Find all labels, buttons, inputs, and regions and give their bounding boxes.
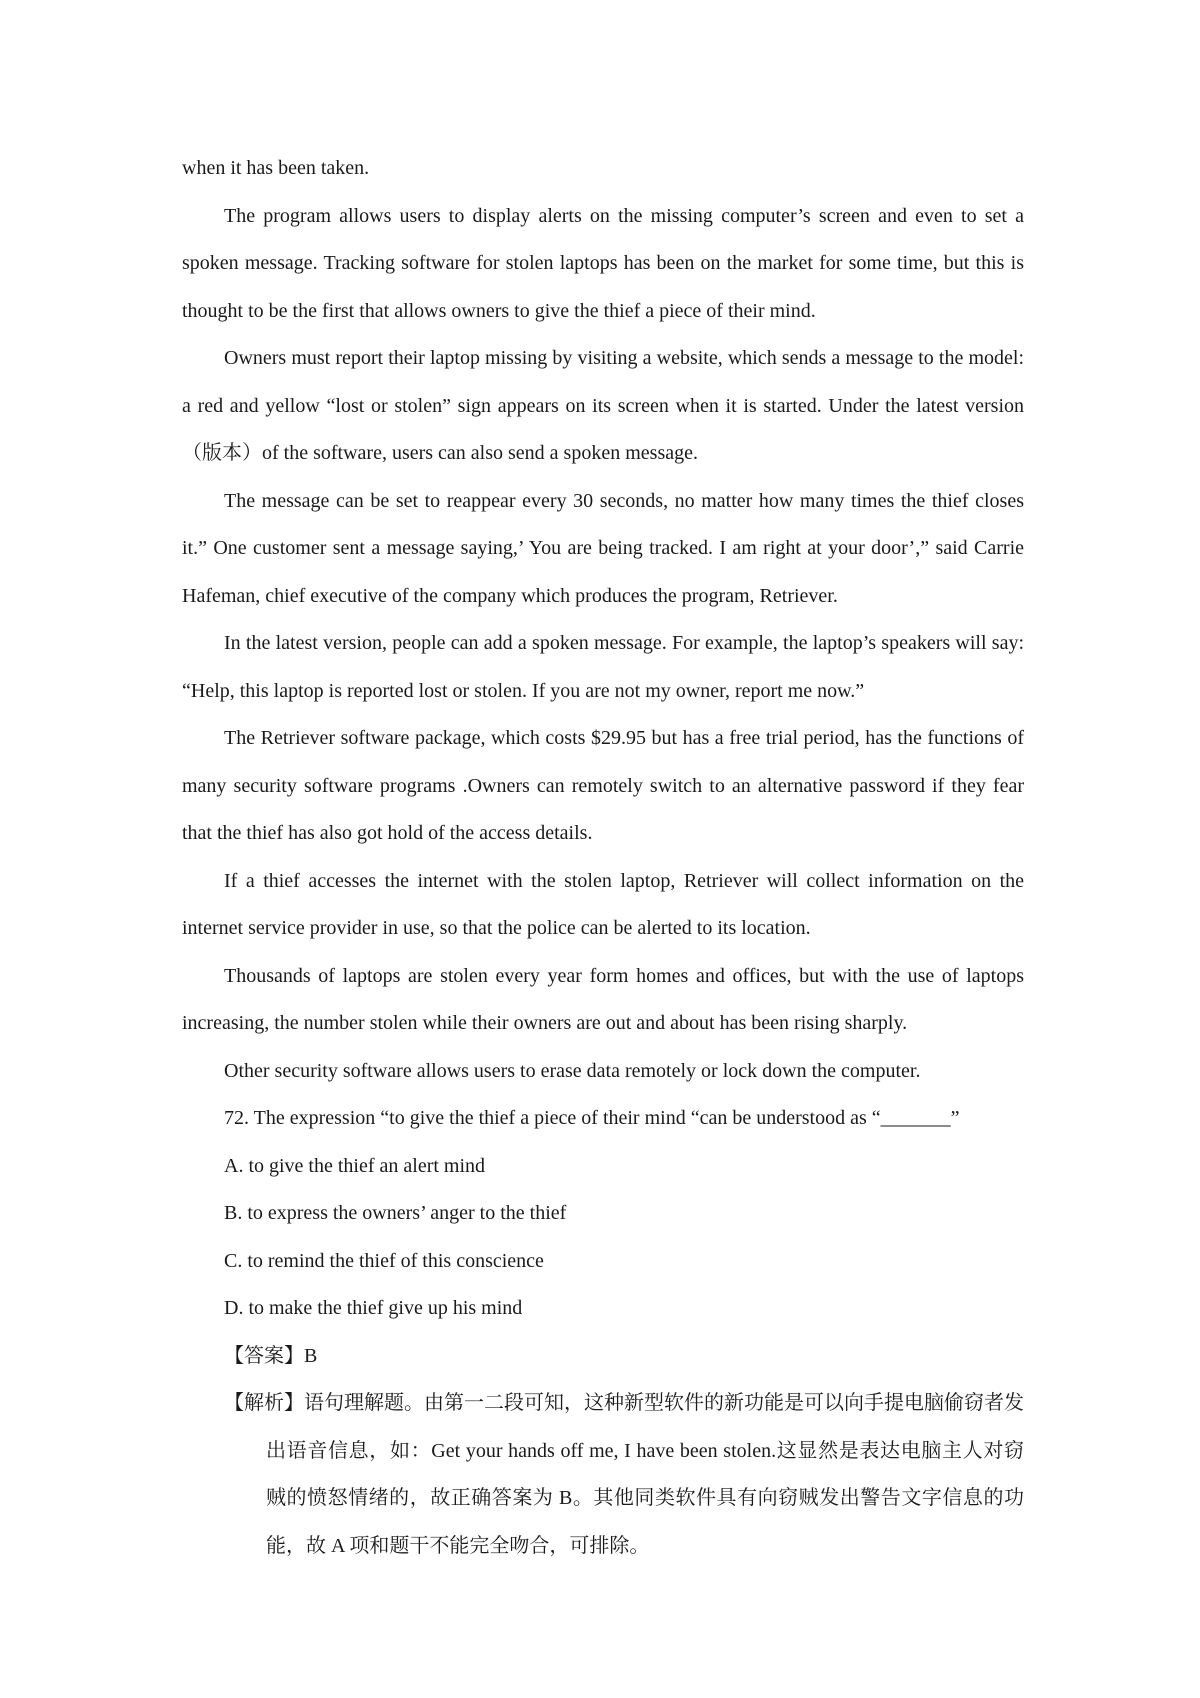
passage-paragraph-6: If a thief accesses the internet with the stolen laptop, Retriever will collect information on the internet service provider in use, so that the police can be alerted to its location. (182, 869, 1024, 939)
passage-paragraph-2: Owners must report their laptop missing by visiting a website, which sends a message to the model: a red and yellow “lost or stolen” sign appears on its screen when it is started. Under the latest version（版本）of the software, users can also send a spoken message. (182, 347, 1024, 464)
passage-paragraph-7: Thousands of laptops are stolen every year form homes and offices, but with the use of laptops increasing, the number stolen while their owners are out and about has been rising sharply. (182, 964, 1024, 1034)
option-d: D. to make the thief give up his mind (224, 1297, 523, 1319)
option-a: A. to give the thief an alert mind (224, 1154, 486, 1177)
analysis-text: 【解析】语句理解题。由第一二段可知，这种新型软件的新功能是可以向手提电脑偷窃者发出语音信息，如：Get your hands off me, I have been stolen.这显然是表达电脑主人对窃贼的愤怒情绪的，故正确答案为 B。其他同类软件具有向窃贼发出警告文字信息的功能，故 A 项和题干不能完全吻合，可排除。 (224, 1392, 1024, 1557)
analysis-block (182, 1380, 1024, 1570)
answer-label: 【答案】B (224, 1344, 318, 1367)
passage-paragraph-8: Other security software allows users to erase data remotely or lock down the computer. (224, 1059, 921, 1082)
passage-paragraph-3: The message can be set to reappear every 30 seconds, no matter how many times the thief closes it.” One customer sent a message saying,’ You are being tracked. I am right at your door’,” said Carrie Hafeman, chief executive of the company which produces the program, Retriever. (182, 489, 1024, 607)
passage-paragraph-5: The Retriever software package, which costs $29.95 but has a free trial period, has the functions of many security software programs .Owners can remotely switch to an alternative password if they fear that the thief has also got hold of the access details. (182, 727, 1024, 844)
question-stem: 72. The expression “to give the thief a piece of their mind “can be understood as “_______” (224, 1107, 960, 1129)
document-page (182, 145, 1024, 1570)
option-b: B. to express the owners’ anger to the thief (224, 1202, 567, 1224)
passage-paragraph-4: In the latest version, people can add a spoken message. For example, the laptop’s speakers will say: “Help, this laptop is reported lost or stolen. If you are not my owner, report me now.” (182, 632, 1024, 702)
passage-paragraph-0: when it has been taken. (182, 157, 370, 179)
option-c: C. to remind the thief of this conscience (224, 1249, 544, 1272)
passage-paragraph-1: The program allows users to display alerts on the missing computer’s screen and even to set a spoken message. Tracking software for stolen laptops has been on the market for some time, but this is thought to be the first that allows owners to give the thief a piece of their mind. (182, 204, 1024, 322)
